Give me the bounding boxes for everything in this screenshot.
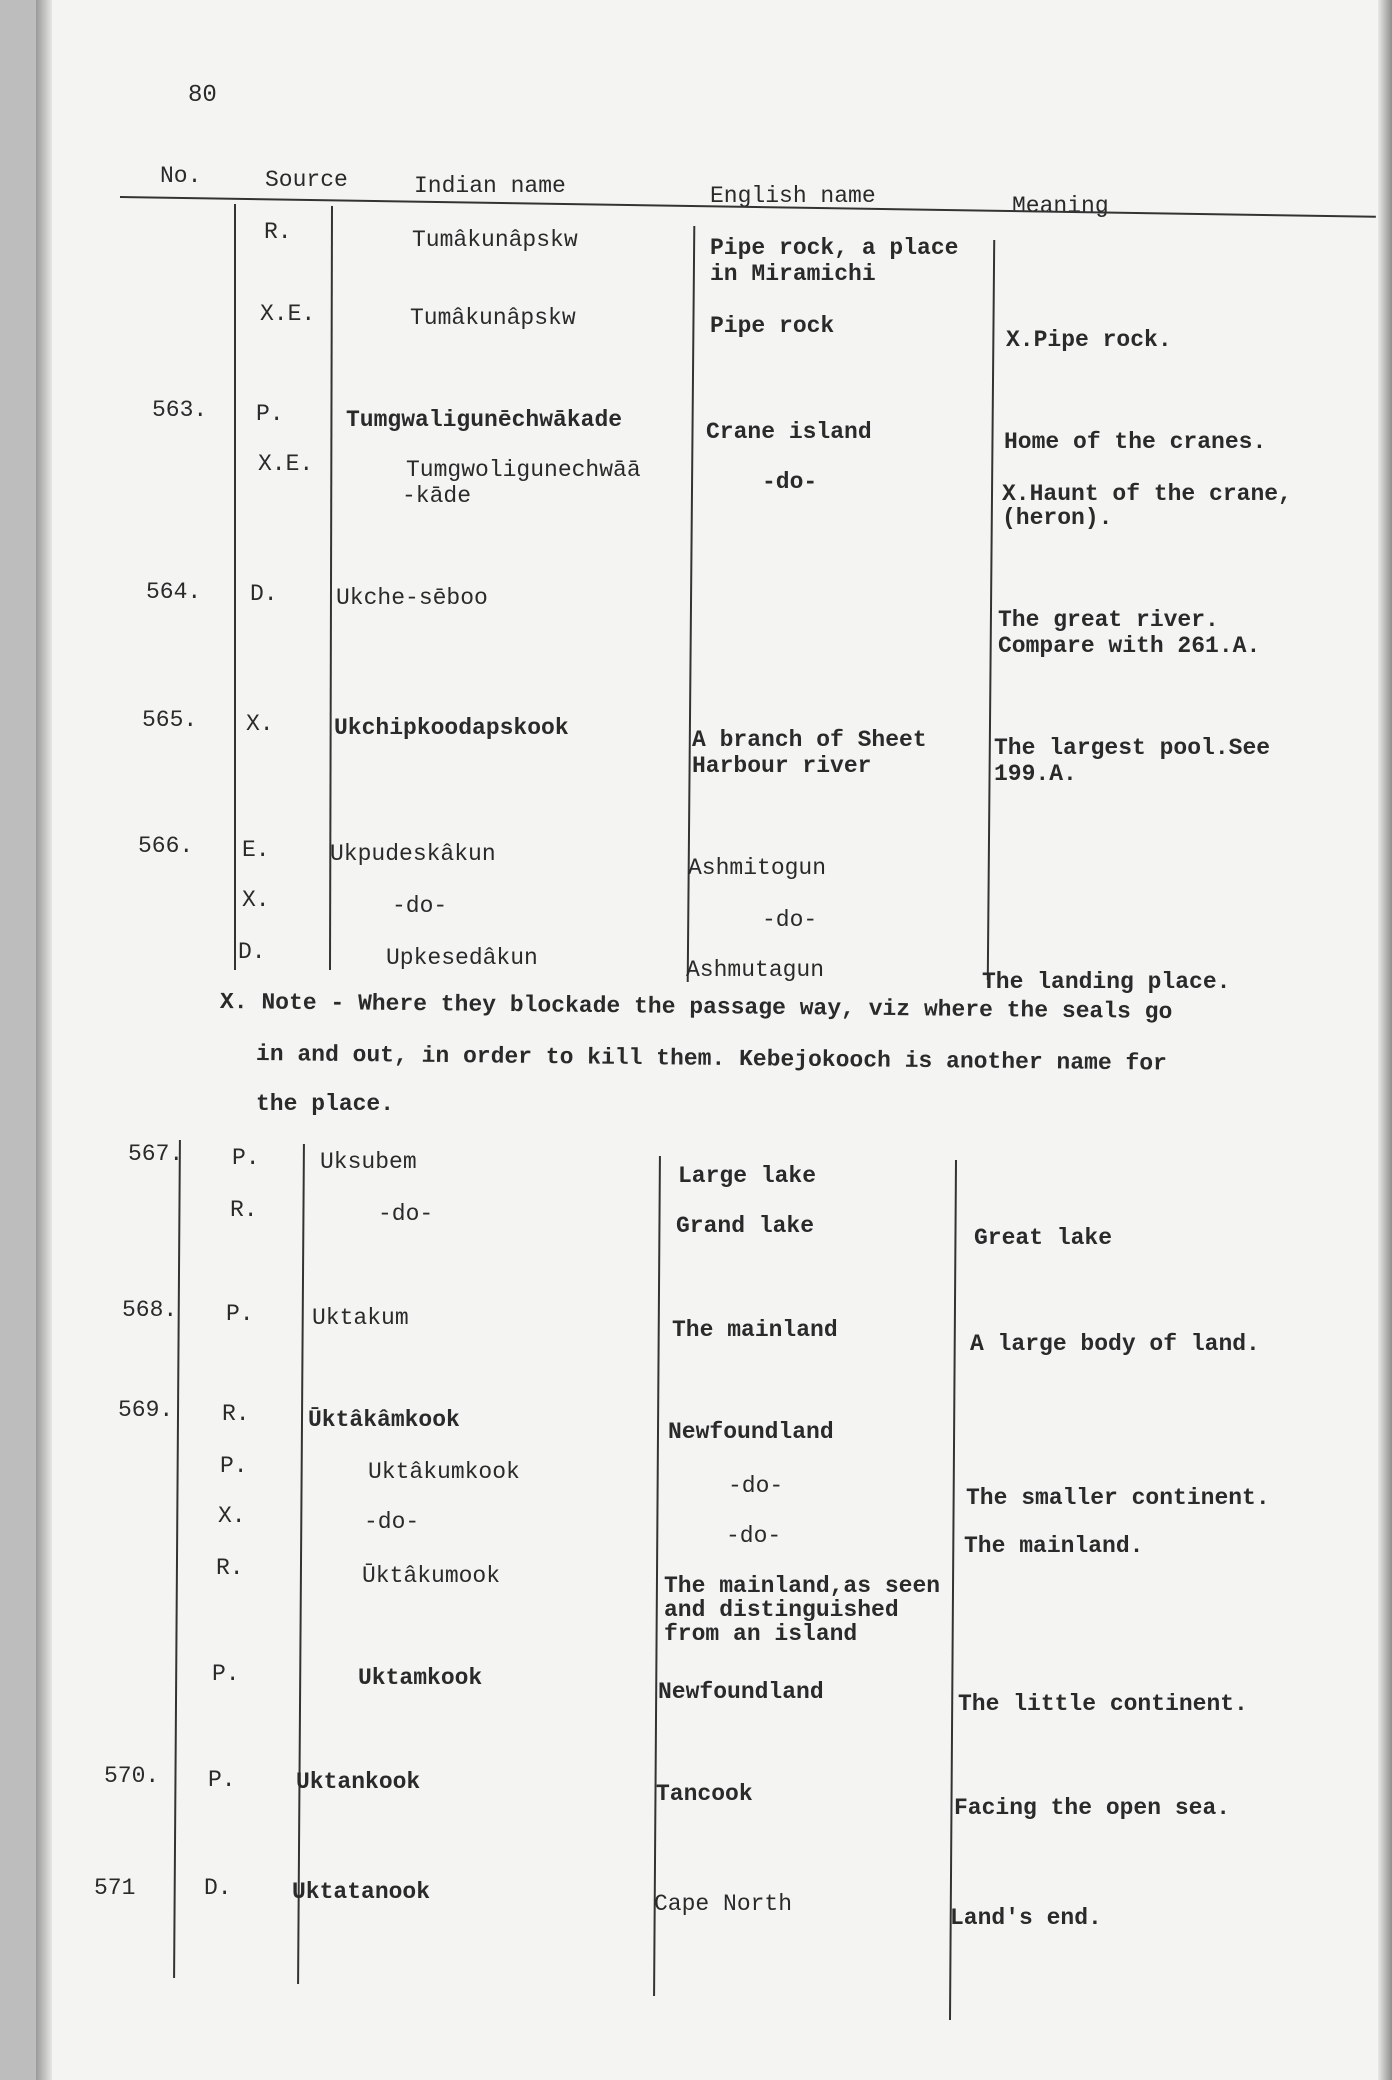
entry-number: 565.	[142, 707, 198, 733]
indian-name-cell: Tumgwoligunechwāā	[406, 457, 641, 483]
english-name-cell: -do-	[762, 469, 818, 495]
source-cell: R.	[264, 219, 292, 245]
meaning-cell: Facing the open sea.	[954, 1795, 1231, 1821]
meaning-cell: The great river.	[998, 607, 1219, 633]
meaning-cell: The landing place.	[982, 969, 1231, 995]
entry-number: 564.	[146, 579, 202, 605]
english-name-cell: and distinguished	[664, 1597, 899, 1623]
english-name-cell: Ashmitogun	[688, 855, 827, 881]
english-name-cell: -do-	[726, 1523, 782, 1549]
indian-name-cell: Tumâkunâpskw	[410, 305, 576, 331]
meaning-cell: X.Haunt of the crane,	[1002, 481, 1292, 507]
indian-name-cell: -do-	[364, 1509, 420, 1535]
source-cell: X.	[246, 711, 274, 737]
entry-number: 570.	[104, 1763, 160, 1789]
english-name-cell: in Miramichi	[710, 261, 876, 287]
indian-name-cell: Uktâkumkook	[368, 1459, 520, 1485]
indian-name-cell: Upkesedâkun	[386, 945, 538, 971]
english-name-cell: Large lake	[678, 1163, 817, 1189]
meaning-cell: A large body of land.	[970, 1331, 1260, 1357]
meaning-cell: The little continent.	[958, 1691, 1248, 1717]
indian-name-cell: Uktamkook	[358, 1665, 483, 1691]
indian-name-cell: Tumâkunâpskw	[412, 227, 578, 253]
source-cell: P.	[212, 1661, 240, 1687]
english-name-cell: Tancook	[656, 1781, 753, 1807]
indian-name-cell: Uktakum	[312, 1305, 409, 1331]
source-cell: R.	[216, 1555, 244, 1581]
meaning-cell: The mainland.	[964, 1533, 1144, 1559]
entry-number: 563.	[152, 397, 208, 423]
note-line: the place.	[256, 1091, 395, 1117]
english-name-cell: Newfoundland	[668, 1419, 834, 1445]
meaning-cell: (heron).	[1002, 505, 1113, 531]
english-name-cell: -do-	[728, 1473, 784, 1499]
source-cell: X.E.	[260, 301, 316, 327]
indian-name-cell: Ūktâkâmkook	[308, 1407, 460, 1433]
english-name-cell: Pipe rock	[710, 313, 835, 339]
source-cell: D.	[204, 1875, 232, 1901]
indian-name-cell: Tumgwaligunēchwākade	[346, 407, 623, 433]
english-name-cell: Ashmutagun	[686, 957, 825, 983]
source-cell: D.	[250, 581, 278, 607]
entry-number: 569.	[118, 1397, 174, 1423]
header-indian-name: Indian name	[414, 173, 566, 199]
column-line-source	[234, 204, 236, 970]
header-english-name: English name	[710, 183, 876, 209]
source-cell: R.	[230, 1197, 258, 1223]
entry-number: 571	[94, 1875, 136, 1901]
meaning-cell: Land's end.	[950, 1905, 1102, 1931]
indian-name-cell: Uktatanook	[292, 1879, 431, 1905]
meaning-cell: X.Pipe rock.	[1006, 327, 1172, 353]
source-cell: D.	[238, 939, 266, 965]
source-cell: E.	[242, 837, 270, 863]
note-line: in and out, in order to kill them. Kebejokooch is another name for	[255, 1041, 1168, 1077]
source-cell: P.	[208, 1767, 236, 1793]
indian-name-cell: -do-	[378, 1201, 434, 1227]
book-spine	[36, 0, 52, 2080]
indian-name-cell: Uktankook	[296, 1769, 421, 1795]
page-number: 80	[188, 82, 217, 109]
english-name-cell: -do-	[762, 907, 818, 933]
meaning-cell: The largest pool.See	[994, 735, 1271, 761]
entry-number: 566.	[138, 833, 194, 859]
english-name-cell: Pipe rock, a place	[710, 235, 959, 261]
indian-name-cell: Uksubem	[320, 1149, 417, 1175]
meaning-cell: The smaller continent.	[966, 1485, 1270, 1511]
source-cell: X.	[242, 887, 270, 913]
note-line: X. Note - Where they blockade the passage way, viz where the seals go	[219, 989, 1173, 1025]
indian-name-cell: Ukpudeskâkun	[330, 841, 496, 867]
document-page	[36, 0, 1392, 2080]
indian-name-cell: Ukchipkoodapskook	[334, 715, 569, 741]
english-name-cell: Grand lake	[676, 1213, 815, 1239]
entry-number: 567.	[128, 1141, 184, 1167]
indian-name-cell: Ukche-sēboo	[336, 585, 488, 611]
header-no: No.	[160, 163, 202, 189]
english-name-cell: from an island	[664, 1621, 858, 1647]
english-name-cell: A branch of Sheet	[692, 727, 927, 753]
source-cell: R.	[222, 1401, 250, 1427]
source-cell: X.E.	[258, 451, 314, 477]
meaning-cell: Great lake	[974, 1225, 1113, 1251]
meaning-cell: Compare with 261.A.	[998, 633, 1261, 659]
header-source: Source	[265, 167, 348, 193]
english-name-cell: The mainland	[672, 1317, 838, 1343]
meaning-cell: 199.A.	[994, 761, 1077, 787]
source-cell: P.	[226, 1301, 254, 1327]
english-name-cell: The mainland,as seen	[664, 1573, 941, 1599]
entry-number: 568.	[122, 1297, 178, 1323]
english-name-cell: Crane island	[706, 419, 872, 445]
source-cell: P.	[256, 401, 284, 427]
indian-name-cell: -kāde	[402, 483, 472, 509]
source-cell: P.	[232, 1145, 260, 1171]
english-name-cell: Harbour river	[692, 753, 872, 779]
source-cell: P.	[220, 1453, 248, 1479]
english-name-cell: Newfoundland	[658, 1679, 824, 1705]
header-meaning: Meaning	[1012, 193, 1109, 219]
meaning-cell: Home of the cranes.	[1004, 429, 1267, 455]
indian-name-cell: Ūktâkumook	[362, 1563, 501, 1589]
source-cell: X.	[218, 1503, 246, 1529]
page-edge	[1378, 0, 1392, 2080]
indian-name-cell: -do-	[392, 893, 448, 919]
english-name-cell: Cape North	[654, 1891, 793, 1917]
